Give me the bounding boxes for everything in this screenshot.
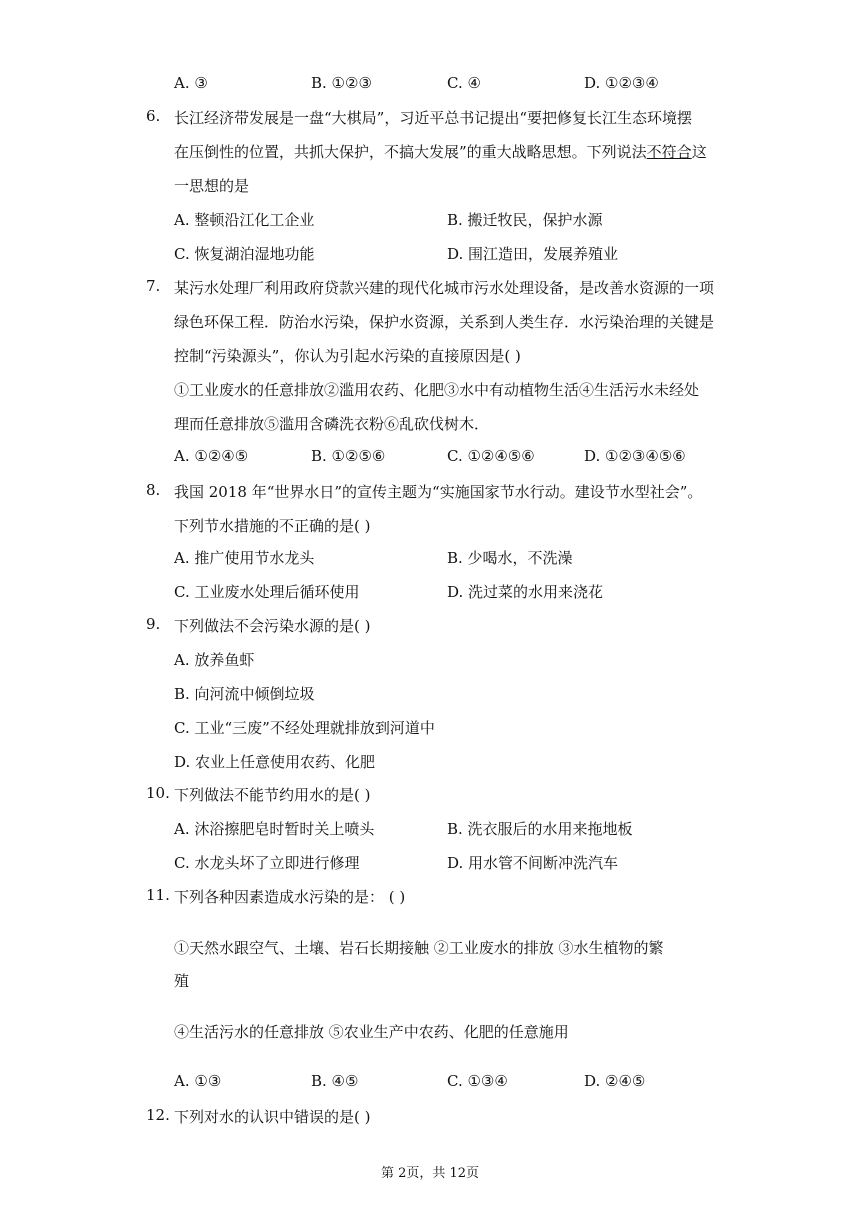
q7-number: 7. (146, 277, 161, 295)
q6-stem-line2-a: 在压倒性的位置，共抓大保护，不搞大发展”的重大战略思想。下列说法 (174, 143, 647, 161)
q6-stem-line1: 长江经济带发展是一盘“大棋局”，习近平总书记提出“要把修复长江生态环境摆 (174, 109, 693, 127)
q11-stem-line4: ④生活污水的任意排放 ⑤农业生产中农药、化肥的任意施用 (174, 1023, 569, 1041)
q6-option-b: B. 搬迁牧民，保护水源 (447, 211, 603, 229)
q11-option-d: D. ②④⑤ (584, 1072, 646, 1090)
q10-number: 10. (146, 784, 170, 802)
q11-option-a: A. ①③ (174, 1072, 222, 1090)
q8-option-a: A. 推广使用节水龙头 (174, 549, 315, 567)
q9-option-d: D. 农业上任意使用农药、化肥 (174, 753, 376, 771)
q10-option-c: C. 水龙头坏了立即进行修理 (174, 854, 360, 872)
q7-stem-line5: 理而任意排放⑤滥用含磷洗衣粉⑥乱砍伐树木． (174, 415, 490, 433)
q9-option-b: B. 向河流中倾倒垃圾 (174, 685, 315, 703)
q11-option-c: C. ①③④ (447, 1072, 508, 1090)
q10-option-b: B. 洗衣服后的水用来拖地板 (447, 820, 633, 838)
page-footer: 第 2页，共 12页 (380, 1166, 480, 1181)
q6-number: 6. (146, 107, 161, 125)
q6-stem-line3: 一思想的是 (174, 177, 250, 195)
q9-number: 9. (146, 615, 161, 633)
q12-number: 12. (146, 1106, 170, 1124)
q7-stem-line1: 某污水处理厂利用政府贷款兴建的现代化城市污水处理设备，是改善水资源的一项 (174, 279, 715, 297)
q7-option-a: A. ①②④⑤ (174, 447, 249, 465)
q7-option-c: C. ①②④⑤⑥ (447, 447, 535, 465)
q5-option-d: D. ①②③④ (584, 74, 659, 92)
q9-stem-line1: 下列做法不会污染水源的是( ) (174, 617, 371, 635)
q8-option-d: D. 洗过菜的水用来浇花 (447, 583, 604, 601)
q10-option-d: D. 用水管不间断冲洗汽车 (447, 854, 619, 872)
q9-option-c: C. 工业“三废”不经处理就排放到河道中 (174, 719, 435, 737)
q10-option-a: A. 沐浴擦肥皂时暂时关上喷头 (174, 820, 375, 838)
q11-stem-line1: 下列各种因素造成水污染的是： ( ) (174, 888, 406, 906)
q11-option-b: B. ④⑤ (311, 1072, 359, 1090)
q5-option-c: C. ④ (447, 74, 481, 92)
q6-stem-line2-b: 这 (691, 143, 707, 161)
q5-option-a: A. ③ (174, 74, 208, 92)
q6-option-c: C. 恢复湖泊湿地功能 (174, 245, 315, 263)
q7-stem-line4: ①工业废水的任意排放②滥用农药、化肥③水中有动植物生活④生活污水未经处 (174, 381, 700, 399)
q10-stem-line1: 下列做法不能节约用水的是( ) (174, 786, 371, 804)
q8-option-b: B. 少喝水，不洗澡 (447, 549, 573, 567)
q8-stem-line1: 我国 2018 年“世界水日”的宣传主题为“实施国家节水行动。建设节水型社会”。 (174, 483, 703, 501)
q6-option-d: D. 围江造田，发展养殖业 (447, 245, 619, 263)
q8-option-c: C. 工业废水处理后循环使用 (174, 583, 360, 601)
q7-option-d: D. ①②③④⑤⑥ (584, 447, 686, 465)
q8-stem-line2: 下列节水措施的不正确的是( ) (174, 517, 371, 535)
q9-option-a: A. 放养鱼虾 (174, 651, 255, 669)
q5-option-b: B. ①②③ (311, 74, 372, 92)
q7-stem-line2: 绿色环保工程．防治水污染，保护水资源，关系到人类生存．水污染治理的关键是 (174, 313, 715, 331)
q6-underlined-keyword: 不符合 (646, 143, 692, 161)
q7-option-b: B. ①②⑤⑥ (311, 447, 386, 465)
q11-stem-line2: ①天然水跟空气、土壤、岩石长期接触 ②工业废水的排放 ③水生植物的繁 (174, 939, 664, 957)
q11-stem-line3: 殖 (174, 972, 190, 990)
q12-stem-line1: 下列对水的认识中错误的是( ) (174, 1108, 371, 1126)
q6-stem-line2 (174, 141, 707, 162)
q11-number: 11. (146, 886, 170, 904)
q6-option-a: A. 整顿沿江化工企业 (174, 211, 315, 229)
q8-number: 8. (146, 481, 161, 499)
q7-stem-line3: 控制“污染源头”，你认为引起水污染的直接原因是( ) (174, 347, 521, 365)
